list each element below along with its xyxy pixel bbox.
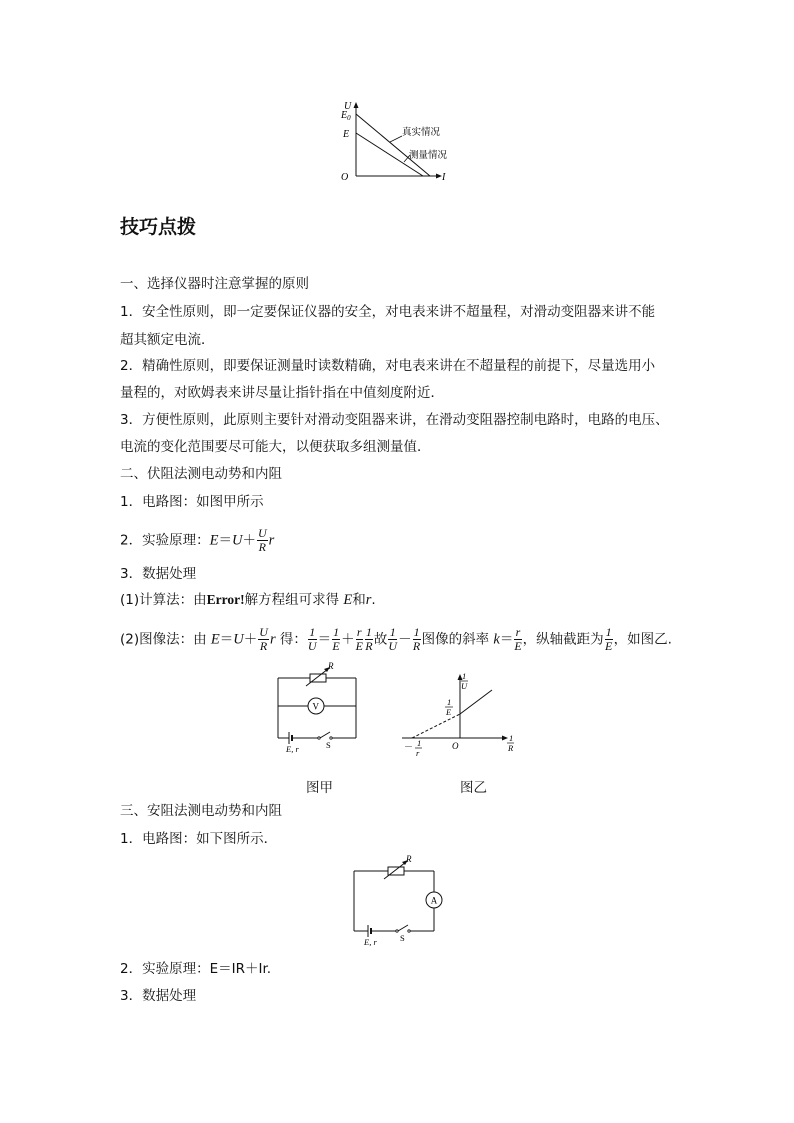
principle-1-line-2: 超其额定电流．	[120, 332, 215, 348]
switch-blade	[398, 925, 408, 931]
s3-item-1: 1．电路图：如下图所示．	[120, 831, 278, 847]
principle-3-line-2: 电流的变化范围要尽可能大，以便获取多组测量值．	[120, 439, 431, 455]
graph-method-line: (2)图像法：由 E＝U＋ $\frac{U}{R}$ r 得： $\frac{1}{U}$ ＝ $\frac{1}{E}$ ＋ $\frac{r}{E}$ $\frac{1}{R}$ 故 $\frac{1}{U}$ － $\frac{1}{R}$ 图像的斜率 k＝ $\frac{r}{E}$ ，纵轴截距为 $\frac{1}{E}$ ，如图乙.	[120, 625, 672, 653]
principle-2-line-2: 量程的，对欧姆表来讲尽量让指针指在中值刻度附近．	[120, 385, 444, 401]
section-2-title: 二、伏阻法测电动势和内阻	[120, 466, 282, 482]
principle-3-line-1: 3．方便性原则，此原则主要针对滑动变阻器来讲，在滑动变阻器控制电路时，电路的电压、	[120, 412, 669, 428]
y-axis-label-den: U	[461, 681, 468, 691]
e-label: E	[343, 129, 350, 140]
calc-method-line: (1)计算法：由Error!解方程组可求得 E和r.	[120, 592, 376, 608]
u-axis-label: U	[344, 101, 352, 112]
s2-item-2-formula: 2．实验原理：E＝U＋ $\frac{U}{R}$ r	[120, 526, 275, 554]
section-1-title: 一、选择仪器时注意掌握的原则	[120, 276, 309, 292]
neg-sign: －	[404, 742, 414, 752]
circuit-jia	[270, 660, 366, 756]
switch-blade	[320, 732, 330, 738]
battery-label: E, r	[364, 937, 377, 947]
origin-label: O	[341, 172, 349, 183]
data-line	[460, 690, 492, 714]
real-line	[356, 114, 430, 176]
caption-yi: 图乙	[460, 780, 487, 796]
measured-case-label: 测量情况	[409, 151, 448, 161]
voltmeter-label: V	[312, 701, 319, 712]
circuit-ammeter	[346, 853, 446, 951]
extrapolation-line	[412, 714, 460, 738]
principle-2-line-1: 2．精确性原则，即要保证测量时读数精确，对电表来讲在不超量程的前提下，尽量选用小	[120, 358, 656, 374]
e0-label: $E_0$	[341, 110, 351, 122]
switch-label: S	[326, 740, 331, 750]
neg-intercept-den: r	[416, 748, 420, 758]
ammeter-label: A	[430, 895, 438, 906]
intercept-den: E	[446, 707, 452, 717]
i-axis-label: I	[442, 172, 446, 183]
x-axis-label-num: 1	[509, 733, 514, 743]
y-axis-label-num: 1	[462, 671, 467, 681]
neg-intercept-num: 1	[417, 738, 422, 748]
s2-item-3: 3．数据处理	[120, 566, 197, 582]
battery-label: E, r	[286, 744, 299, 754]
ui-graph	[338, 100, 460, 184]
s3-item-3: 3．数据处理	[120, 988, 197, 1004]
real-leader	[390, 136, 402, 142]
principle-1-line-1: 1．安全性原则，即一定要保证仪器的安全，对电表来讲不超量程，对滑动变阻器来讲不能	[120, 304, 656, 320]
s2-item-2-label: 2．实验原理：	[120, 532, 210, 549]
s3-item-2: 2．实验原理：E＝IR＋Ir.	[120, 961, 272, 977]
rheostat-label: R	[328, 661, 334, 671]
intercept-num: 1	[447, 697, 452, 707]
caption-jia: 图甲	[306, 780, 333, 796]
x-axis-label-den: R	[508, 743, 514, 753]
section-heading: 技巧点拨	[120, 216, 197, 238]
section-3-title: 三、安阻法测电动势和内阻	[120, 803, 282, 819]
s2-item-1: 1．电路图：如图甲所示	[120, 494, 264, 510]
u-axis-arrow	[354, 102, 359, 108]
graph-yi	[398, 668, 524, 764]
origin-label: O	[452, 741, 459, 751]
switch-label: S	[400, 933, 405, 943]
real-case-label: 真实情况	[402, 128, 441, 138]
rheostat-label: R	[406, 854, 412, 864]
